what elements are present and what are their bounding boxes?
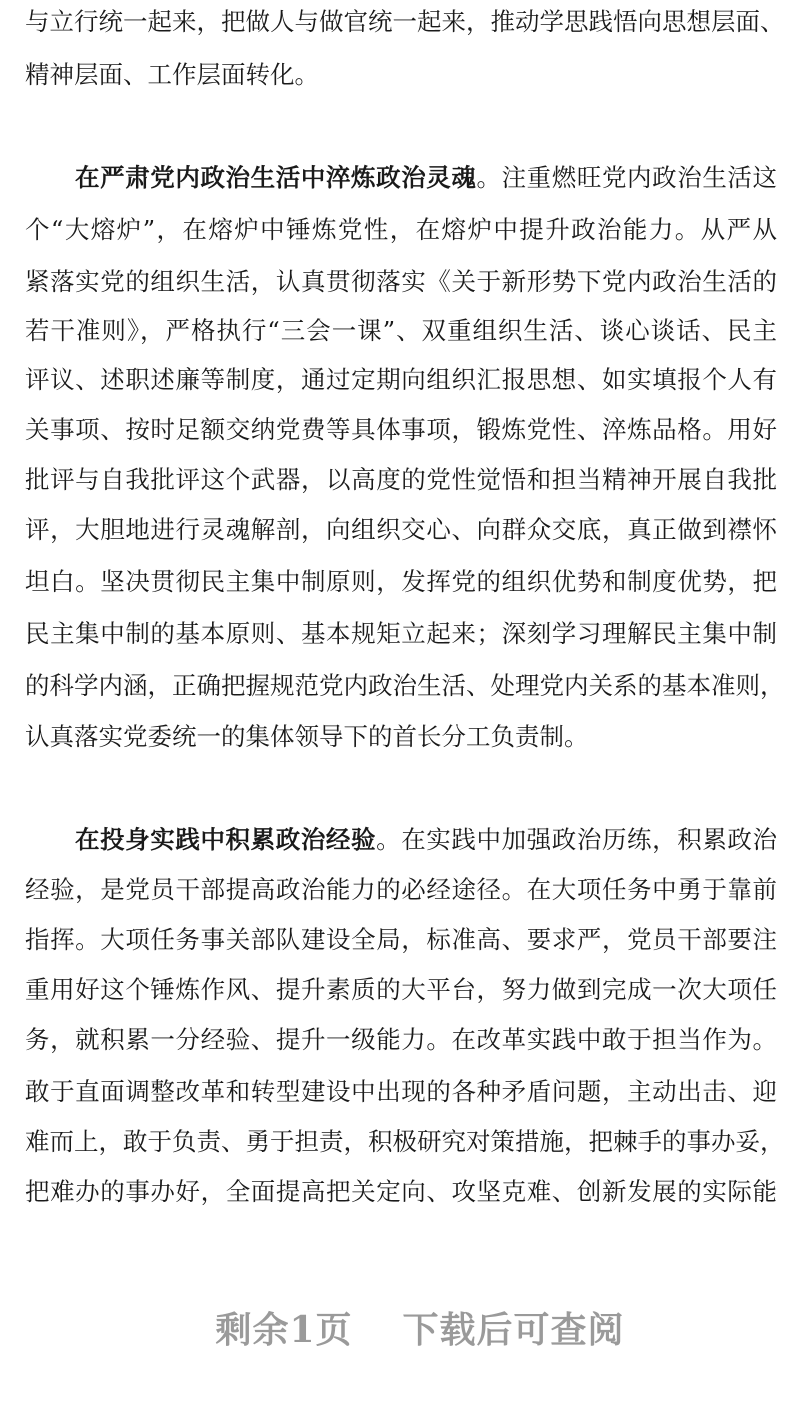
paragraph-line bbox=[25, 1126, 785, 1158]
download-to-view-label: 下载后可查阅 bbox=[402, 1309, 625, 1351]
line-text: 认真落实党委统一的集体领导下的首长分工负责制。 bbox=[25, 722, 589, 751]
paragraph-line bbox=[25, 514, 777, 546]
line-text: 若干准则》，严格执行“三会一课”、双重组织生活、谈心谈话、民主 bbox=[25, 316, 777, 345]
paragraph-line bbox=[25, 414, 777, 446]
paragraph-line bbox=[25, 670, 785, 702]
paragraph-line bbox=[75, 824, 777, 856]
paragraph-line bbox=[25, 1024, 777, 1056]
paragraph-line bbox=[25, 214, 777, 246]
line-text: 批评与自我批评这个武器，以高度的党性觉悟和担当精神开展自我批 bbox=[25, 465, 777, 494]
line-text: 与立行统一起来，把做人与做官统一起来，推动学思践悟向思想层面、 bbox=[25, 7, 785, 36]
paragraph-heading: 在投身实践中积累政治经验 bbox=[75, 825, 377, 854]
line-text: 精神层面、工作层面转化。 bbox=[25, 60, 319, 89]
paragraph-line bbox=[25, 59, 777, 91]
paragraph-line bbox=[25, 266, 777, 298]
remaining-pages-label: 剩余1页 bbox=[215, 1309, 353, 1351]
paragraph-line bbox=[25, 464, 777, 496]
line-text: 。注重燃旺党内政治生活这 bbox=[476, 163, 778, 192]
paragraph-line bbox=[25, 721, 777, 753]
paragraph-line bbox=[25, 566, 777, 598]
line-text: 把难办的事办好，全面提高把关定向、攻坚克难、创新发展的实际能 bbox=[25, 1177, 777, 1206]
paragraph-heading: 在严肃党内政治生活中淬炼政治灵魂 bbox=[75, 163, 477, 192]
line-text: 重用好这个锤炼作风、提升素质的大平台，努力做到完成一次大项任 bbox=[25, 975, 777, 1004]
paragraph-line bbox=[25, 1176, 777, 1208]
paragraph-line bbox=[25, 618, 777, 650]
line-text: 评议、述职述廉等制度，通过定期向组织汇报思想、如实填报个人有 bbox=[25, 365, 777, 394]
line-text: 个“大熔炉”，在熔炉中锤炼党性，在熔炉中提升政治能力。从严从 bbox=[25, 215, 777, 244]
line-text: 难而上，敢于负责、勇于担责，积极研究对策措施，把棘手的事办妥， bbox=[25, 1127, 785, 1156]
paragraph-line bbox=[25, 364, 777, 396]
paragraph-line bbox=[25, 874, 777, 906]
line-text: 坦白。坚决贯彻民主集中制原则，发挥党的组织优势和制度优势，把 bbox=[25, 567, 777, 596]
paragraph-line bbox=[25, 6, 785, 38]
paragraph-line bbox=[25, 924, 777, 956]
line-text: 敢于直面调整改革和转型建设中出现的各种矛盾问题，主动出击、迎 bbox=[25, 1077, 777, 1106]
paragraph-line bbox=[75, 162, 777, 194]
line-text: 。在实践中加强政治历练，积累政治 bbox=[376, 825, 778, 854]
line-text: 务，就积累一分经验、提升一级能力。在改革实践中敢于担当作为。 bbox=[25, 1025, 777, 1054]
line-text: 关事项、按时足额交纳党费等具体事项，锻炼党性、淬炼品格。用好 bbox=[25, 415, 777, 444]
line-text: 评，大胆地进行灵魂解剖，向组织交心、向群众交底，真正做到襟怀 bbox=[25, 515, 777, 544]
download-prompt[interactable] bbox=[0, 1302, 800, 1353]
paragraph-line bbox=[25, 974, 777, 1006]
line-text: 指挥。大项任务事关部队建设全局，标准高、要求严，党员干部要注 bbox=[25, 925, 777, 954]
line-text: 紧落实党的组织生活，认真贯彻落实《关于新形势下党内政治生活的 bbox=[25, 267, 777, 296]
paragraph-line bbox=[25, 315, 777, 347]
paragraph-line bbox=[25, 1076, 777, 1108]
line-text: 经验，是党员干部提高政治能力的必经途径。在大项任务中勇于靠前 bbox=[25, 875, 777, 904]
line-text: 民主集中制的基本原则、基本规矩立起来；深刻学习理解民主集中制 bbox=[25, 619, 777, 648]
line-text: 的科学内涵，正确把握规范党内政治生活、处理党内关系的基本准则， bbox=[25, 671, 785, 700]
